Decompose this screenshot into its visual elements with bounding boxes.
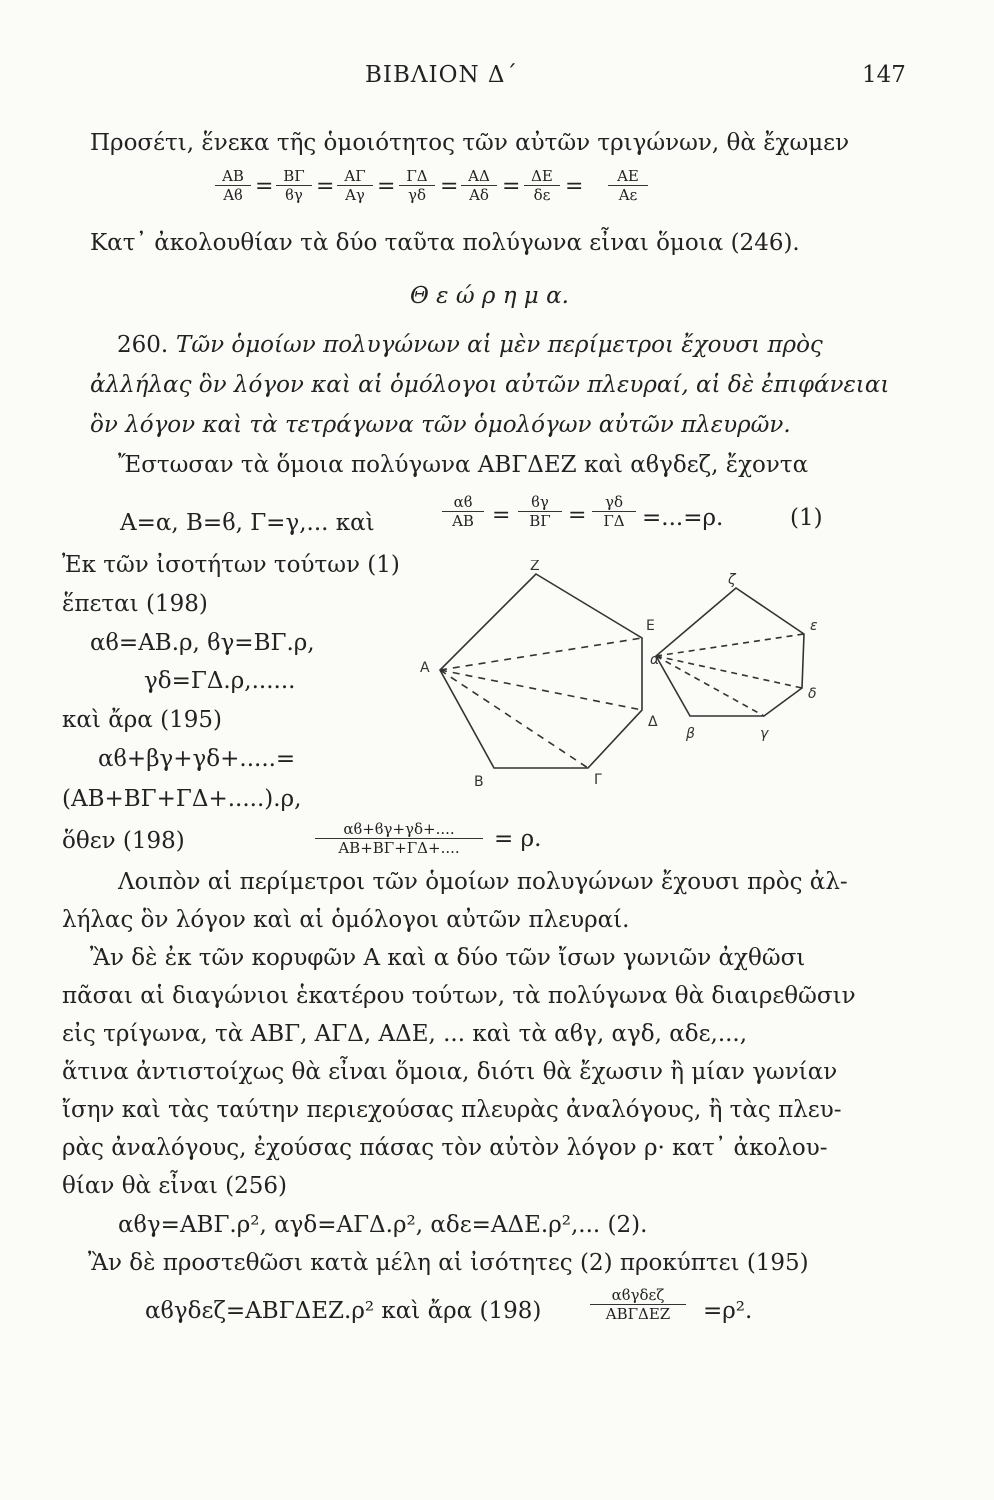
equation-2: αϐγ=ΑΒΓ.ρ², αγδ=ΑΓΔ.ρ², αδε=ΑΔΕ.ρ²,... (2). <box>118 1212 648 1238</box>
vertex-label-e: ε <box>810 618 818 634</box>
equation-3-left: αϐγδεζ=ΑΒΓΔΕΖ.ρ² καὶ ἄρα (198) <box>145 1298 542 1324</box>
theorem-number: 260. <box>117 332 169 358</box>
proof-line: γδ=ΓΔ.ρ,...... <box>144 668 296 694</box>
paragraph-line: θίαν θὰ εἶναι (256) <box>62 1173 288 1199</box>
ratio <box>461 167 497 204</box>
ratio-den: ΑΒ+ΒΓ+ΓΔ+.... <box>338 839 460 857</box>
ratio-num: αϐ+ϐγ+γδ+.... <box>315 820 483 839</box>
ratio <box>442 493 484 530</box>
ratio <box>399 167 435 204</box>
ratio-num: αϐ <box>442 493 484 512</box>
ratio-den: ΑΒΓΔΕΖ <box>605 1305 671 1323</box>
small-polygon <box>656 588 804 716</box>
intro-conclusion: Κατ᾽ ἀκολουθίαν τὰ δύο ταῦτα πολύγωνα εἶναι ὅμοια (246). <box>90 230 800 256</box>
paragraph-line: Λοιπὸν αἱ περίμετροι τῶν ὁμοίων πολυγώνων ἔχουσι πρὸς ἀλ- <box>118 869 848 895</box>
ratio-den: ΑΒ <box>452 512 474 530</box>
theorem-statement: Τῶν ὁμοίων πολυγώνων αἱ μὲν περίμετροι ἔχουσι πρὸς <box>176 332 823 358</box>
proof-line: ἕπεται (198) <box>62 591 208 617</box>
perimeter-ratio-right: = ρ. <box>494 826 542 852</box>
equation-1-left: Α=α, Β=ϐ, Γ=γ,... καὶ <box>120 510 375 536</box>
ratio-num: ΑΒ <box>215 167 251 186</box>
ratio <box>592 493 636 530</box>
ratio <box>608 167 648 204</box>
ratio-num: γδ <box>592 493 636 512</box>
vertex-label-z: ζ <box>728 572 736 588</box>
paragraph-line: ἴσην καὶ τὰς ταύτην περιεχούσας πλευρὰς ἀναλόγους, ἢ τὰς πλευ- <box>62 1097 842 1123</box>
paragraph-line: ἅτινα ἀντιστοίχως θὰ εἶναι ὅμοια, διότι θὰ ἔχωσιν ἢ μίαν γωνίαν <box>62 1059 838 1085</box>
ratio-num: ΑΔ <box>461 167 497 186</box>
equation-3-right: =ρ². <box>703 1298 753 1324</box>
vertex-label-a: α <box>650 652 660 668</box>
proof-line: καὶ ἄρα (195) <box>62 707 222 733</box>
theorem-statement: ὃν λόγον καὶ τὰ τετράγωνα τῶν ὁμολόγων αὐτῶν πλευρῶν. <box>90 412 791 438</box>
running-head: ΒΙΒΛΙΟΝ Δ΄ <box>365 62 518 88</box>
vertex-label-d: δ <box>808 686 817 702</box>
equals-sign: = <box>255 174 274 199</box>
similar-polygons-figure <box>410 560 830 790</box>
ratio-den: Αδ <box>469 186 489 204</box>
ratio <box>518 493 562 530</box>
theorem-statement: ἀλλήλας ὃν λόγον καὶ αἱ ὁμόλογοι αὐτῶν πλευραί, αἱ δὲ ἐπιφάνειαι <box>90 372 890 398</box>
vertex-label-A: Α <box>420 660 430 676</box>
ratio-num: ΓΔ <box>399 167 435 186</box>
ratio-num: ΔΕ <box>524 167 560 186</box>
equals-sign: = <box>377 174 396 199</box>
area-ratio <box>590 1286 686 1323</box>
perimeter-ratio <box>315 820 483 857</box>
theorem-heading: Θ ε ώ ρ η μ α. <box>410 283 569 309</box>
ratio-num: αϐγδεζ <box>590 1286 686 1305</box>
proof-line: Ἐκ τῶν ἰσοτήτων τούτων (1) <box>62 552 400 578</box>
vertex-label-G: Γ <box>594 772 602 788</box>
ratio-den: Αγ <box>345 186 365 204</box>
ratio-num: ΒΓ <box>276 167 312 186</box>
ratio-den: Αϐ <box>223 186 243 204</box>
ratio <box>215 167 251 204</box>
vertex-label-Z: Ζ <box>530 560 540 574</box>
vertex-label-g: γ <box>760 726 769 742</box>
proof-line: (ΑΒ+ΒΓ+ΓΔ+.....).ρ, <box>62 786 302 812</box>
proof-line: αϐ=ΑΒ.ρ, ϐγ=ΒΓ.ρ, <box>90 630 315 656</box>
diagonal-AE <box>440 638 642 670</box>
ratio-den: ΓΔ <box>603 512 625 530</box>
vertex-label-B: Β <box>474 774 484 790</box>
ratio <box>337 167 373 204</box>
paragraph-line: ρὰς ἀναλόγους, ἐχούσας πάσας τὸν αὐτὸν λόγον ρ· κατ᾽ ἀκολου- <box>62 1135 828 1161</box>
equals-sign: = <box>440 174 459 199</box>
ratio-den: ϐγ <box>285 186 303 204</box>
vertex-label-E: Ε <box>646 618 655 634</box>
ratio-num: ϐγ <box>518 493 562 512</box>
equals-sign: = <box>492 503 511 528</box>
large-polygon <box>440 574 642 768</box>
paragraph-line: πᾶσαι αἱ διαγώνιοι ἑκατέρου τούτων, τὰ πολύγωνα θὰ διαιρεθῶσιν <box>62 983 856 1009</box>
ratio-den: Αε <box>618 186 638 204</box>
ratio <box>524 167 560 204</box>
ratio-den: δε <box>533 186 551 204</box>
polygon-ABGDEZ <box>440 574 642 768</box>
ratio <box>276 167 312 204</box>
equals-sign: = <box>565 174 584 199</box>
equation-1-tag: (1) <box>790 505 823 531</box>
paragraph-line: λήλας ὃν λόγον καὶ αἱ ὁμόλογοι αὐτῶν πλευραί. <box>62 907 630 933</box>
intro-line: Προσέτι, ἕνεκα τῆς ὁμοιότητος τῶν αὐτῶν τριγώνων, θὰ ἔχωμεν <box>90 130 850 156</box>
equals-sign: = <box>502 174 521 199</box>
paragraph-line: Ἂν δὲ προστεθῶσι κατὰ μέλη αἱ ἰσότητες (2) προκύπτει (195) <box>88 1250 809 1276</box>
proof-line: ὅθεν (198) <box>62 828 185 854</box>
equation-1-right: =...=ρ. <box>642 505 724 531</box>
paragraph-line: Ἂν δὲ ἐκ τῶν κορυφῶν Α καὶ α δύο τῶν ἴσων γωνιῶν ἀχθῶσι <box>90 945 806 971</box>
proof-line: αϐ+βγ+γδ+.....= <box>98 746 296 772</box>
paragraph-line: εἰς τρίγωνα, τὰ ΑΒΓ, ΑΓΔ, ΑΔΕ, ... καὶ τὰ αϐγ, αγδ, αδε,..., <box>62 1021 748 1047</box>
proof-line: Ἔστωσαν τὰ ὅμοια πολύγωνα ΑΒΓΔΕΖ καὶ αϐγδεζ, ἔχοντα <box>118 452 809 478</box>
ratio-den: ΒΓ <box>529 512 551 530</box>
diagonal-ad <box>656 656 802 688</box>
ratio-num: ΑΕ <box>608 167 648 186</box>
vertex-label-b: β <box>686 726 695 742</box>
diagonal-AG <box>440 670 588 768</box>
ratio-num: ΑΓ <box>337 167 373 186</box>
vertex-label-D: Δ <box>648 714 658 730</box>
equals-sign: = <box>568 503 587 528</box>
equals-sign: = <box>316 174 335 199</box>
ratio-den: γδ <box>408 186 426 204</box>
page-number: 147 <box>862 62 906 88</box>
diagonal-AD <box>440 670 642 710</box>
